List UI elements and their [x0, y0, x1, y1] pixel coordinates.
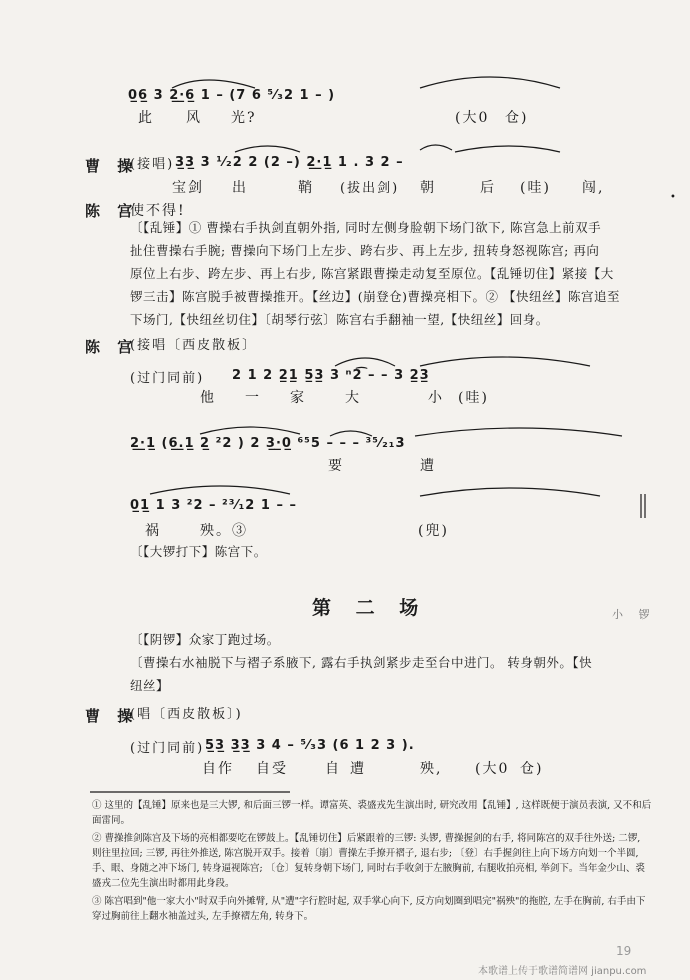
- slur-arc: [172, 80, 255, 88]
- lyric-4: (拔出剑): [340, 181, 400, 196]
- role-cao-cao: 曹 操: [85, 707, 139, 725]
- stage-directions-1: [130, 216, 620, 331]
- slur-arc: [235, 146, 300, 152]
- cue-text: (唱〔西皮散板〕): [130, 707, 243, 722]
- prelude-text: (过门同前): [130, 371, 205, 386]
- role-cao-cao: 曹 操: [85, 157, 139, 175]
- stage-line: 〔【乱锤】① 曹操右手执剑直朝外指, 同时左侧身脸朝下场门欲下, 陈宫急上前双手: [130, 220, 602, 235]
- cue-text: (接唱〔西皮散板〕: [130, 338, 258, 353]
- lyric-percussion: (大0: [475, 761, 510, 777]
- lyric-1: 自作: [202, 761, 234, 777]
- lyric-4: 大: [345, 390, 361, 406]
- lyric-1: 要: [328, 458, 344, 474]
- lyric-2: 遭: [420, 458, 436, 474]
- slur-arc: [415, 428, 622, 436]
- lyric-3: 鞘: [298, 180, 314, 196]
- stage-directions-2: 〔【大锣打下】陈宫下。: [130, 544, 267, 559]
- prelude-text: (过门同前): [130, 741, 205, 756]
- role-chen-gong: 陈 宫: [85, 202, 139, 220]
- scene-note: 小 锣: [612, 608, 656, 621]
- notation-line-3: 2 1 2 2̲1̲ 5̲3̲ 3 ⁿ2͡ – – 3 2̲3̲: [232, 368, 430, 383]
- slur-arc: [335, 358, 395, 366]
- notation-line-4: 2̲·̲1̲ (6̲.̲1̲ 2̲ ²2 ) 2 3̲·̲0̲ ⁶⁵5 – – – ³⁵⁄₂₁3: [130, 436, 406, 451]
- spoken-line: 使不得!: [130, 203, 186, 219]
- slur-arc: [420, 488, 600, 496]
- notation-line-6: 5̲3̲ 3̲3̲ 3 4 – ⁵⁄₃3 (6 1 2 3 ).: [205, 738, 415, 753]
- lyric-percussion-2: 仓): [520, 761, 544, 777]
- stage-line: 原位上右步、跨左步、再上右步, 陈宫紧跟曹操走动复至原位。【乱锤切住】紧接【大: [130, 266, 614, 281]
- lyric-7: (哇): [520, 180, 551, 196]
- page-number: 19: [616, 944, 632, 958]
- lyric-8: 闯,: [582, 180, 605, 196]
- footnote-3: ③ 陈宫唱到"他一家大小"时双手向外摊臂, 从"遭"字行腔时起, 双手掌心向下, 反方向划圈到唱完"祸殃"的拖腔, 左手在胸前, 右手由下穿过胸前往上翻水袖盖过头, 左手撩褶左角, 转身下。: [92, 896, 646, 922]
- lyric-3: (兜): [418, 523, 449, 539]
- lyric-5: 朝: [420, 180, 436, 196]
- lyric-6: (哇): [458, 390, 489, 406]
- lyric-3: 光?: [231, 110, 257, 126]
- notation-line-2: 3̲3̲ 3 ¹⁄₂2 2 (2 –) 2̲·̲1̲ 1 . 3 2 –: [175, 155, 404, 170]
- lyric-1: 他: [200, 390, 216, 406]
- lyric-4: 遭: [350, 761, 366, 777]
- lyric-2: 出: [232, 180, 248, 196]
- slur-arc: [455, 146, 560, 152]
- watermark: 本歌谱上传于歌谱简谱网 jianpu.com: [478, 966, 647, 977]
- stage-line: 下场门,【快纽丝切住】〔胡琴行弦〕陈宫右手翻袖一望,【快纽丝】回身。: [130, 312, 549, 327]
- slur-arc: [420, 357, 590, 366]
- lyric-3: 自: [325, 761, 341, 777]
- stage-directions-3: [130, 628, 592, 697]
- lyric-5: 小: [428, 390, 444, 406]
- notation-line-5: 0̲1̲ 1 3 ²2 – ²³⁄₁2 1 – –: [130, 498, 297, 513]
- stage-line: 纽丝】: [130, 678, 170, 693]
- stage-line: 〔曹操右水袖脱下与褶子系腋下, 露右手执剑紧步走至台中进门。 转身朝外。【快: [130, 655, 593, 670]
- lyric-3: 家: [290, 390, 306, 406]
- lyric-2: 殃。③: [200, 523, 248, 539]
- footnote-1: ① 这里的【乱锤】原来也是三大锣, 和后面三锣一样。谭富英、裘盛戎先生演出时, 研究改用【乱锤】, 这样既便于演员表演, 又不和后面雷同。: [92, 800, 652, 826]
- cue-text: (接唱): [130, 157, 175, 172]
- lyric-1: 祸: [145, 523, 161, 539]
- footnote-2: ② 曹操推剑陈宫及下场的亮相都要吃在锣鼓上。【乱锤切住】后紧跟着的三锣: 头锣, 曹操握剑的右手, 将同陈宫的双手往外送; 二锣, 则往里拉回; 三锣, 再往外推送, 陈宫脱开双手。接着〔崩〕曹操左手撩开褶子, 退右步; 〔登〕右手握剑往上向下场方向划一个半圆, 手、眼、身随之冲下场门, 转身逼视陈宫; 〔仓〕复转身朝下场门, 同时右手收剑于左腋胸前, 右腿收拍亮相, 举剑下。当年金少山、裘盛戎二位先生演出时都用此身段。: [92, 833, 645, 889]
- slur-arc: [420, 145, 452, 150]
- notation-line-1: 0̲6̲ 3 2̲·̲6̲ 1 – (7 6 ⁵⁄₃2 1 – ): [128, 88, 336, 103]
- lyric-percussion-2: 仓): [505, 110, 529, 126]
- stage-line: 扯住曹操右手腕; 曹操向下场门上左步、跨右步、再上左步, 扭转身怒视陈宫; 再向: [130, 243, 600, 258]
- slur-arc: [200, 427, 300, 434]
- lyric-6: 后: [480, 180, 496, 196]
- lyric-2: 自受: [256, 761, 288, 777]
- slur-arc: [150, 486, 290, 494]
- lyric-2: 风: [186, 110, 202, 126]
- lyric-2: 一: [245, 390, 261, 406]
- lyric-5: 殃,: [420, 761, 443, 777]
- slur-arc: [420, 77, 560, 88]
- margin-mark: •: [670, 192, 676, 203]
- lyric-1: 宝剑: [172, 180, 204, 196]
- lyric-1: 此: [138, 110, 154, 126]
- footnotes: [92, 798, 652, 924]
- role-chen-gong: 陈 宫: [85, 338, 139, 356]
- stage-line: 锣三击】陈宫脱手被曹操推开。【丝边】(崩登仓)曹操亮相下。② 【快纽丝】陈宫追至: [130, 289, 620, 304]
- lyric-percussion: (大0: [455, 110, 490, 126]
- scene-title: 第 二 场: [312, 597, 428, 619]
- stage-line: 〔【阴锣】众家丁跑过场。: [130, 632, 280, 647]
